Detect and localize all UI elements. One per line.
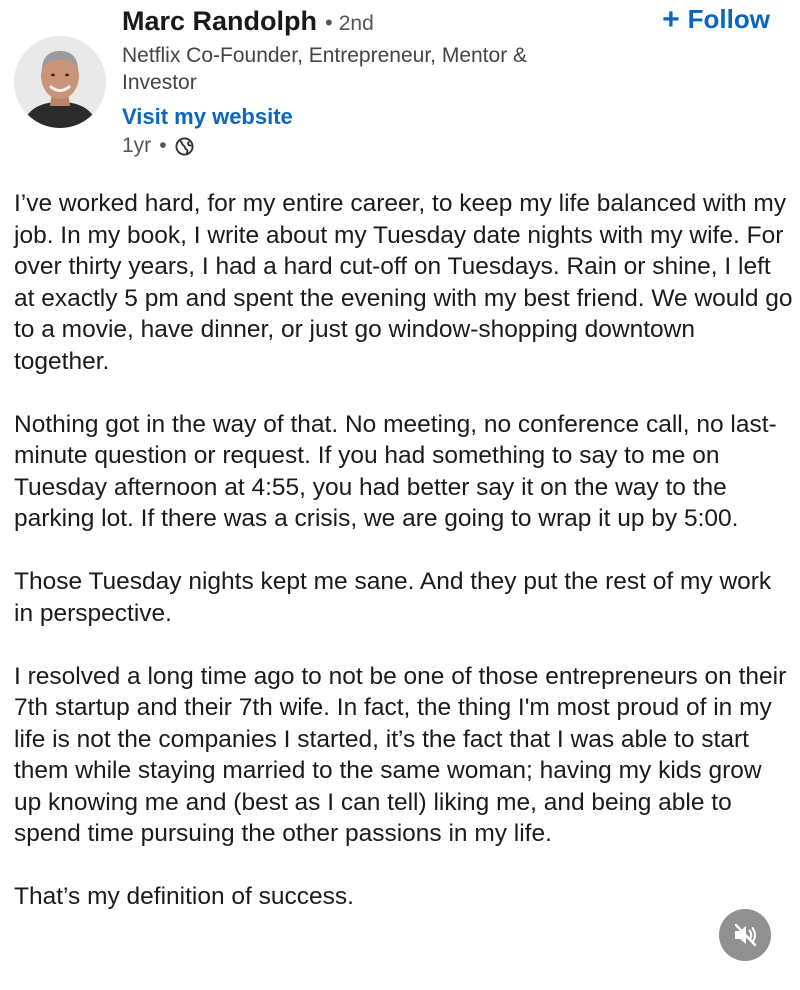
mute-toggle-button[interactable] (719, 909, 771, 961)
author-name[interactable]: Marc Randolph (122, 6, 318, 36)
post-paragraph: Nothing got in the way of that. No meeting, no conference call, no last-minute question or request. If you had something to say to me on Tuesday afternoon at 4:55, you had better say it on the way to the parking lot. If there was a crisis, we are going to wrap it up by 5:00. (14, 410, 777, 532)
avatar-portrait-icon (14, 36, 106, 128)
globe-icon (175, 137, 194, 156)
post-paragraph: I resolved a long time ago to not be one of those entrepreneurs on their 7th startup and their 7th wife. In fact, the thing I'm most proud of in my life is not the companies I started, it’s the fact that I was able to start them while staying married to the same woman; having my kids grow up knowing me and (best as I can tell) liking me, and being able to spend time pursuing the other passions in my life. (14, 662, 787, 847)
avatar[interactable] (14, 36, 106, 128)
post-paragraph: Those Tuesday nights kept me sane. And they put the rest of my work in perspective. (14, 568, 772, 627)
post-paragraph: That’s my definition of success. (14, 883, 354, 910)
post-paragraph: I’ve worked hard, for my entire career, to keep my life balanced with my job. In my book, I write about my Tuesday date nights with my wife. For over thirty years, I had a hard cut-off on Tuesdays. Rain or shine, I left at exactly 5 pm and spent the evening with my best friend. We would go to a movie, have dinner, or just go window-shopping downtown together. (14, 190, 793, 375)
visit-website-link[interactable]: Visit my website (122, 104, 293, 129)
author-name-row (122, 6, 374, 40)
post-time: 1yr (122, 134, 152, 157)
plus-icon: + (662, 2, 680, 36)
meta-separator: • (159, 134, 167, 157)
post-body (14, 188, 794, 913)
connection-degree: 2nd (338, 12, 374, 35)
follow-button[interactable] (662, 4, 770, 35)
degree-separator: • (325, 10, 333, 35)
post-meta (122, 132, 194, 160)
follow-label: Follow (687, 4, 770, 34)
speaker-muted-icon (730, 920, 760, 950)
author-headline: Netflix Co-Founder, Entrepreneur, Mentor & Investor (122, 44, 528, 94)
